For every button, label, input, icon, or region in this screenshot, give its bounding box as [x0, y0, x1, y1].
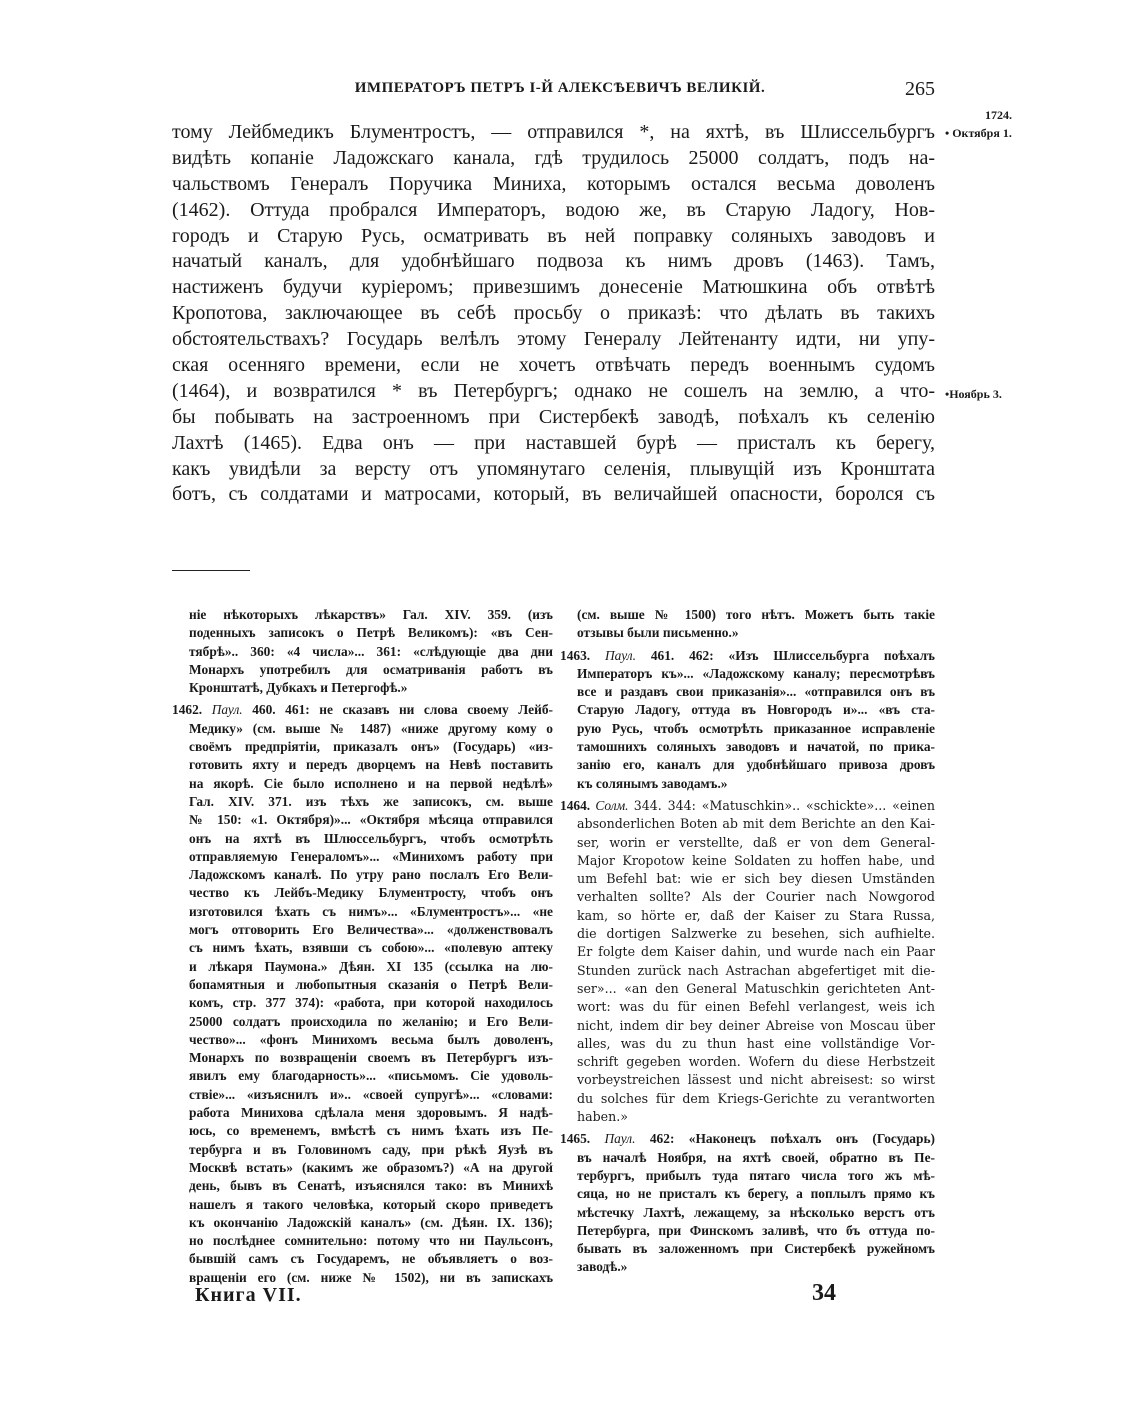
footnote-line: занію его, каналъ для удобнѣйшаго привоза дровъ — [577, 757, 935, 773]
footnote-line: своёмъ предпріятіи, приказалъ онъ» (Государь) «из- — [189, 739, 553, 755]
footnote-line: онъ на яхтѣ въ Шлюссельбургъ, чтобъ осмотрѣть — [189, 830, 553, 846]
footnote-line: Ладожскомъ каналѣ. По утру рано послалъ Его Вели- — [189, 867, 553, 883]
footnote-line: ствіе»... «изъяснилъ и».. «своей супругѣ»... «словами: — [189, 1086, 553, 1102]
footnote-first-line — [172, 701, 553, 719]
footnote-text: 460. 461: не сказавъ ни слова своему Лейб- — [252, 702, 553, 718]
footnote-line: комъ, стр. 377 374): «работа, при которой находилось — [189, 995, 553, 1011]
footnotes-left-column — [172, 606, 553, 1291]
footnote-line: чество»... «фонъ Минихомъ весьма былъ доволенъ, — [189, 1031, 553, 1047]
footnote-line: Старую Ладогу, оттуда въ Новгородъ и»... «въ ста- — [577, 702, 935, 718]
footnote-text: 344. 344: «Matuschkin».. «schickte»... «einen — [633, 797, 935, 813]
footnote-rule — [172, 570, 250, 571]
main-text-line: Лахтѣ (1465). Едва онъ — при наставшей бурѣ — присталъ къ берегу, — [172, 431, 935, 454]
footnote-line: рую Русь, чтобъ осмотрѣть приказанное исправленіе — [577, 720, 935, 736]
footnote-line: wort: was du für einen Befehl verlangest, weis ich — [577, 999, 935, 1015]
footnote-line: но послѣднее сомнительно: потому что ни Паульсонъ, — [189, 1233, 553, 1249]
main-text-line: настиженъ будучи куріеромъ; привезшимъ донесеніе Матюшкина объ отвѣтѣ — [172, 276, 935, 299]
footnote-first-line — [560, 797, 935, 815]
footnote-line: 25000 солдатъ происходила по желанію; и Его Вели- — [189, 1013, 553, 1029]
footnote-line: изготовился ѣхать съ нимъ»... «Блументростъ»... «не — [189, 903, 553, 919]
main-text-line: видѣть копаніе Ладожскаго канала, гдѣ трудилось 25000 солдатъ, подъ на- — [172, 146, 935, 169]
footnote-line: нашелъ я такого человѣка, который скоро приведетъ — [189, 1196, 553, 1212]
footnote — [172, 701, 553, 1287]
footnote-line: Кронштатѣ, Дубкахъ и Петергофѣ.» — [189, 680, 408, 696]
footnote-line: alles, was du zu thun hast eine vollständige Vor- — [577, 1035, 935, 1051]
footnote-source: Солм. — [595, 797, 629, 813]
margin-note-november: •Ноябрь 3. — [945, 387, 1002, 401]
main-text-line: обстоятельствахъ? Государь велѣлъ этому Генералу Лейтенанту идти, ни упу- — [172, 328, 935, 351]
footnote-number: 1463. — [560, 647, 591, 663]
footnote-number: 1462. — [172, 702, 203, 718]
footnote-line: поденныхъ записокъ о Петрѣ Великомъ): «въ Сен- — [189, 625, 553, 641]
footnote-number: 1464. — [560, 797, 591, 813]
footnote-source: Паул. — [211, 702, 243, 718]
footnote-source: Паул. — [604, 1131, 636, 1147]
main-text-line: чальствомъ Генералъ Поручика Миниха, которымъ остался весьма доволенъ — [172, 172, 935, 195]
footnote-line: все и раздавъ свои приказанія»... «отправился онъ въ — [577, 684, 935, 700]
footnote-line: бопамятныя и любопытныя сказанія о Петрѣ Вели- — [189, 976, 553, 992]
footnote-line: absonderlichen Boten ab mit dem Berichte an den Kai- — [577, 816, 935, 832]
footnote-line: къ солянымъ заводамъ.» — [577, 775, 728, 791]
footnote-line: Er folgte dem Kaiser dahin, und wurde nach ein Paar — [577, 944, 935, 960]
footnote-line: Монархъ употребилъ для осматриванія работъ въ — [189, 661, 553, 677]
footnote-line: мѣстечку Лахтѣ, лежащему, за нѣсколько верстъ отъ — [577, 1204, 935, 1220]
margin-note-october: • Октября 1. — [945, 126, 1012, 140]
footnote-first-line — [560, 1130, 935, 1148]
footnote-line: Монархъ по возвращеніи своемъ въ Петербургъ изъ- — [189, 1050, 553, 1066]
main-text-line: какъ увидѣли за версту отъ упомянутаго селенія, плывущій изъ Кронштата — [172, 457, 935, 480]
main-text-line: Кропотова, заключающее въ себѣ просьбу о приказѣ: что дѣлать въ такихъ — [172, 302, 935, 325]
footnote-line: тябрѣ».. 360: «4 числа»... 361: «слѣдующіе два дни — [189, 643, 553, 659]
footnote-line: тербурга и въ Головиномъ саду, при рѣкѣ Яузѣ въ — [189, 1141, 553, 1157]
footnote-line: ser, worin er verstellte, daß er von dem General- — [577, 834, 935, 850]
footnote-line: юсь, со временемъ, вмѣстѣ съ нимъ ѣхать изъ Пе- — [189, 1123, 553, 1139]
footnote-line: съ нимъ ѣхать, взявши съ собою»... «полевую аптеку — [189, 940, 553, 956]
main-text-line: (1464), и возвратился * въ Петербургъ; однако не сошелъ на землю, а что- — [172, 379, 935, 402]
footnote-line: чество къ Лейбъ-Медику Блументросту, чтобъ онъ — [189, 885, 553, 901]
footnote-line: въ началѣ Ноября, на яхтѣ своей, обратно въ Пе- — [577, 1149, 935, 1165]
footnote-line: ніе нѣкоторыхъ лѣкарствъ» Гал. XIV. 359. (изъ — [189, 607, 553, 622]
footnote-line: къ окончанію Ладожскій каналъ» (см. Дѣян. IX. 136); — [189, 1214, 553, 1230]
book-label: Книга VII. — [195, 1284, 302, 1306]
footnote-text: 461. 462: «Изъ Шлиссельбурга поѣхалъ — [650, 647, 935, 663]
footnote-line: работа Минихова сдѣлала меня здоровымъ. Я надѣ- — [189, 1105, 553, 1121]
footnote-line: тамошнихъ соляныхъ заводовъ и начатой, по прика- — [577, 739, 935, 755]
footnote — [560, 797, 935, 1126]
footnote-line: Москвѣ встать» (какимъ же образомъ?) «А на другой — [189, 1159, 553, 1175]
footnote-line: готовить яхту и передъ дворцемъ на Невѣ поставить — [189, 757, 553, 773]
main-text-line: бы побывать на застроенномъ при Систербекѣ заводѣ, поѣхалъ къ селенію — [172, 405, 935, 428]
footnote-source: Паул. — [605, 647, 636, 663]
main-text-line: городъ и Старую Русь, осматривать въ ней поправку соляныхъ заводовъ и — [172, 224, 935, 247]
footnote-line: vorbeystreichen lässest und nicht abreisest: so wirst — [577, 1072, 935, 1088]
footnote-line: Петербурга, при Финскомъ заливѣ, что бъ оттуда по- — [577, 1222, 935, 1238]
footnotes-right-column — [560, 606, 935, 1281]
footnote-line: отзывы были письменно.» — [577, 625, 739, 641]
footnote-line: на якорѣ. Сіе было исполнено и на первой недѣлѣ» — [189, 775, 553, 791]
footnote — [560, 606, 935, 643]
footnote-line: die dortigen Salzwerke zu besehen, sich aufhielte. — [577, 926, 935, 942]
footnote — [172, 606, 553, 697]
footnote-line: № 150: «1. Октября)»... «Октября мѣсяца отправился — [189, 812, 553, 828]
main-text-line: ская осенняго времени, если не хочетъ отвѣчать передъ военнымъ судомъ — [172, 354, 935, 377]
footnote-line: Медику» (см. выше № 1487) «ниже другому кому о — [189, 720, 553, 736]
footnote-line: могъ отговорить Его Величества»... «долженствовалъ — [189, 922, 553, 938]
running-title: ИМПЕРАТОРЪ ПЕТРЪ I-Й АЛЕКСѢЕВИЧЪ ВЕЛИКІЙ. — [354, 80, 766, 96]
footnote-line: Major Kropotow keine Soldaten zu hoffen habe, und — [577, 852, 935, 868]
footnote-line: (см. выше № 1500) того нѣтъ. Можетъ быть такіе — [577, 607, 935, 622]
page-number: 265 — [905, 78, 935, 100]
footnote-line: Гал. XIV. 371. изъ тѣхъ же записокъ, см. выше — [189, 793, 553, 809]
footnote-line: отправляемую Генераломъ»... «Минихомъ работу при — [189, 848, 553, 864]
footnote-line: nicht, indem dir bey deiner Abreise von Moscau über — [577, 1017, 935, 1033]
footnote-line: schrift gegeben worden. Wofern du diese Herbstzeit — [577, 1054, 935, 1070]
footnote-line: verhalten sollte? Als der Courier nach Nowgorod — [577, 889, 935, 905]
footnote-first-line — [560, 647, 935, 665]
footnote-line: явилъ ему благодарность»... «письмомъ. Сіе удоволь- — [189, 1068, 553, 1084]
footnote-line: бывать въ заложенномъ при Систербекѣ ружейномъ — [577, 1241, 935, 1257]
footnote-line: и лѣкаря Паумона.» Дѣян. XI 135 (ссылка на лю- — [189, 958, 553, 974]
main-text-line: (1462). Оттуда пробрался Императоръ, водою же, въ Старую Ладогу, Нов- — [172, 198, 935, 221]
footnote-line: haben.» — [577, 1109, 628, 1125]
footnote-line: вращеніи его (см. ниже № 1502), ни въ запискахъ — [189, 1269, 553, 1285]
footnote-line: um Befehl bat: wie er sich bey diesen Umständen — [577, 871, 935, 887]
footnote-line: сяца, но не присталъ къ берегу, а поплылъ прямо къ — [577, 1186, 935, 1202]
footnote — [560, 1130, 935, 1276]
footnote-line: Императоръ къ»... «Ладожскому каналу; пересмотрѣвъ — [577, 665, 935, 681]
footnote-line: день, бывъ въ Сенатѣ, изъяснялся тако: въ Минихѣ — [189, 1178, 553, 1194]
margin-note-year: 1724. — [985, 108, 1012, 122]
footnote-line: Stunden zurück nach Astrachan abgefertiget mit die- — [577, 962, 935, 978]
footnote-line: ser»... «an den General Matuschkin gerichteten Ant- — [577, 980, 935, 996]
footnote — [560, 647, 935, 793]
main-text-line: начатый каналъ, для удобнѣйшаго подвоза къ нимъ дровъ (1463). Тамъ, — [172, 250, 935, 273]
signature-mark: 34 — [812, 1280, 836, 1306]
main-text-line: тому Лейбмедикъ Блументростъ, — отправился *, на яхтѣ, въ Шлиссельбургъ — [172, 121, 935, 143]
footnote-line: бывшій самъ съ Государемъ, не объявляетъ о воз- — [189, 1251, 553, 1267]
footnote-line: заводѣ.» — [577, 1259, 628, 1275]
footnote-text: 462: «Наконецъ поѣхалъ онъ (Государь) — [649, 1131, 935, 1147]
main-text-line: ботъ, съ солдатами и матросами, который, въ величайшей опасности, боролся съ — [172, 483, 935, 506]
footnote-line: тербургъ, прибылъ туда пятаго числа того жъ мѣ- — [577, 1167, 935, 1183]
footnote-line: kam, so hörte er, daß der Kaiser zu Stara Russa, — [577, 907, 935, 923]
main-text — [172, 120, 935, 508]
footnote-line: du solches für dem Kriegs-Gerichte zu verantworten — [577, 1090, 935, 1106]
footnote-number: 1465. — [560, 1131, 591, 1147]
